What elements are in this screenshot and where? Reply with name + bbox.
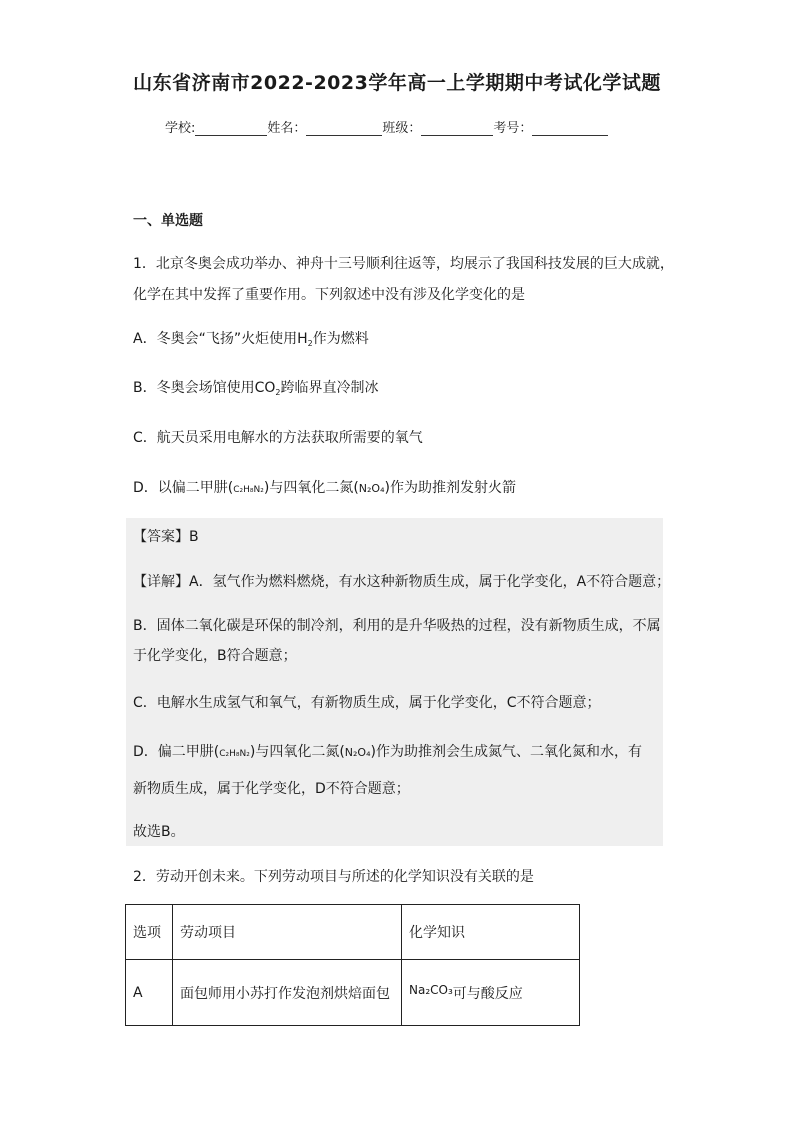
co2-subscript: 2 [275, 388, 281, 397]
header-project: 劳动项目 [173, 905, 402, 960]
option-d-suffix: )作为助推剂发射火箭 [384, 480, 516, 496]
detail-n2o4-formula: N₂O₄ [344, 746, 371, 759]
q1-option-c: C．航天员采用电解水的方法获取所需要的氧气 [133, 430, 423, 446]
detail-c: C．电解水生成氢气和氧气，有新物质生成，属于化学变化，C不符合题意； [133, 695, 601, 711]
h2-formula: H [297, 331, 308, 347]
detail-d-text: D．偏二甲肼( [133, 744, 220, 760]
detail-d-suffix: )作为助推剂会生成氮气、二氧化氮和水，有 [370, 744, 642, 760]
row-knowledge-text: 可与酸反应 [452, 985, 523, 1002]
q1-stem-line2: 化学在其中发挥了重要作用。下列叙述中没有涉及化学变化的是 [133, 287, 525, 303]
option-b-text: B．冬奥会场馆使用 [133, 380, 255, 396]
class-label: 班级： [382, 121, 422, 136]
q2-table [125, 904, 580, 1026]
number-label: 考号： [493, 121, 533, 136]
header-option: 选项 [126, 905, 173, 960]
q2-stem: 2．劳动开创未来。下列劳动项目与所述的化学知识没有关联的是 [133, 869, 534, 885]
detail-b-line2: 于化学变化，B符合题意； [133, 648, 297, 664]
name-label: 姓名： [267, 121, 307, 136]
option-a-text: A．冬奥会“飞扬”火炬使用 [133, 331, 298, 347]
student-info-row [165, 117, 608, 136]
q1-option-a [133, 328, 369, 348]
table-row [126, 960, 580, 1026]
detail-d-line2: 新物质生成，属于化学变化，D不符合题意； [133, 781, 410, 797]
na2co3-formula: Na₂CO₃ [409, 982, 453, 997]
table-header-row [126, 905, 580, 960]
q1-option-d [133, 477, 516, 497]
row-project: 面包师用小苏打作发泡剂烘焙面包 [173, 960, 402, 1026]
q1-option-b [133, 377, 379, 397]
header-knowledge: 化学知识 [402, 905, 580, 960]
h2-subscript: 2 [307, 339, 313, 348]
option-d-mid: )与四氧化二氮( [263, 480, 359, 496]
row-knowledge [402, 960, 580, 1026]
co2-formula: CO [254, 380, 276, 396]
c2h8n2-formula: C₂H₈N₂ [233, 485, 264, 495]
school-blank[interactable] [195, 121, 267, 136]
school-label: 学校: [165, 121, 196, 136]
detail-a: 【详解】A．氢气作为燃料燃烧，有水这种新物质生成，属于化学变化，A不符合题意； [133, 574, 671, 590]
n2o4-formula: N₂O₄ [358, 482, 385, 495]
detail-d-line1 [133, 741, 642, 761]
detail-d-mid: )与四氧化二氮( [249, 744, 345, 760]
option-b-suffix: 跨临界直冷制冰 [280, 380, 379, 396]
option-a-suffix: 作为燃料 [312, 331, 369, 347]
option-d-text: D．以偏二甲肼( [133, 480, 234, 496]
answer-line: 【答案】B [133, 529, 199, 545]
detail-c2h8n2-formula: C₂H₈N₂ [219, 749, 250, 759]
conclusion: 故选B。 [133, 824, 185, 840]
q1-stem-line1: 1．北京冬奥会成功举办、神舟十三号顺利往返等，均展示了我国科技发展的巨大成就， [133, 256, 674, 272]
name-blank[interactable] [306, 121, 382, 136]
number-blank[interactable] [532, 121, 608, 136]
row-option: A [126, 960, 173, 1026]
detail-b-line1: B．固体二氧化碳是环保的制冷剂，利用的是升华吸热的过程，没有新物质生成，不属 [133, 618, 661, 634]
class-blank[interactable] [421, 121, 493, 136]
section-heading: 一、单选题 [133, 213, 203, 229]
exam-title: 山东省济南市2022-2023学年高一上学期期中考试化学试题 [133, 72, 661, 94]
